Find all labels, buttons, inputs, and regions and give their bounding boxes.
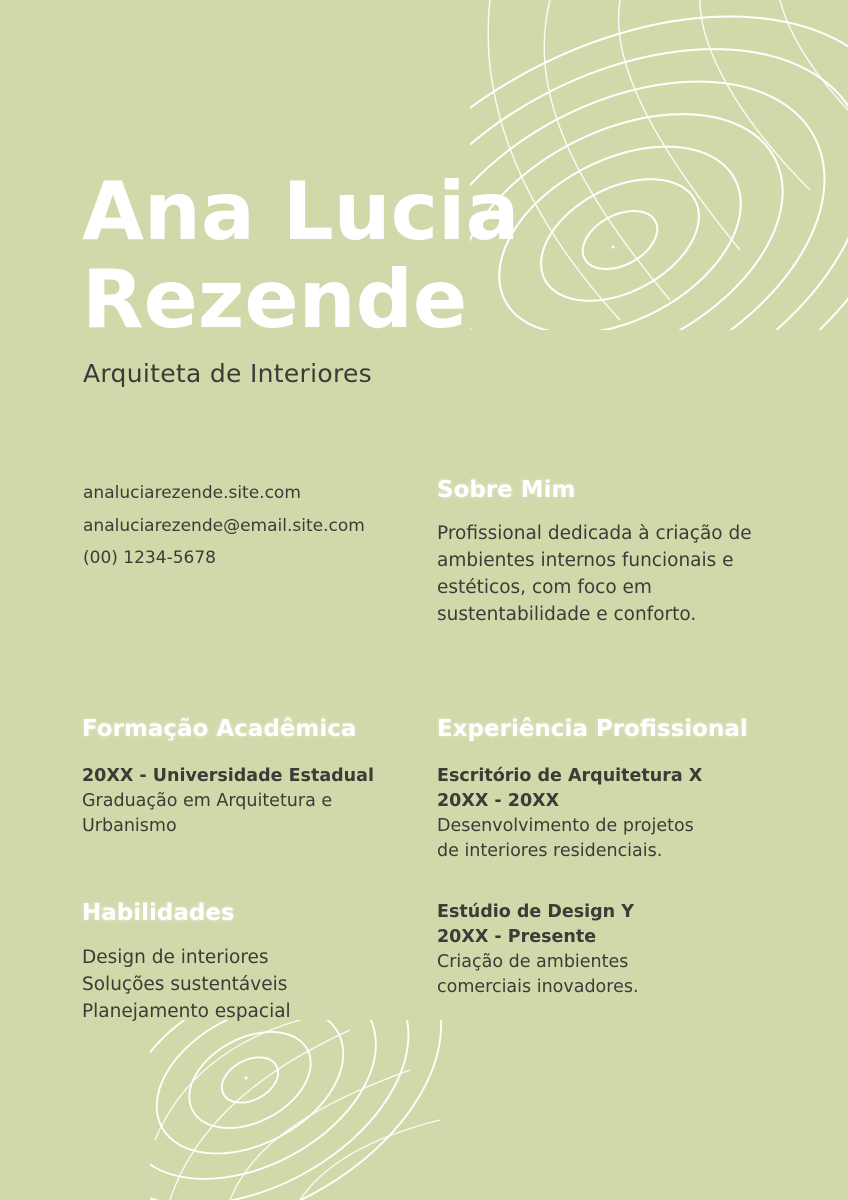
education-entry-line: Urbanismo xyxy=(82,816,177,836)
phone-number: (00) 1234-5678 xyxy=(83,548,216,568)
education-heading: Formação Acadêmica xyxy=(82,716,357,742)
skill-item: Soluções sustentáveis xyxy=(82,974,288,995)
experience-entry xyxy=(437,764,767,864)
email-link[interactable]: analuciarezende@email.site.com xyxy=(83,515,365,536)
skill-item: Planejamento espacial xyxy=(82,1001,291,1022)
full-name xyxy=(82,165,520,346)
job-title: Arquiteta de Interiores xyxy=(83,359,373,388)
education-entry-line: Graduação em Arquitetura e xyxy=(82,791,333,811)
experience-description: comerciais inovadores. xyxy=(437,977,639,997)
experience-period: 20XX - Presente xyxy=(437,927,597,947)
first-name: Ana Lucia xyxy=(82,165,520,258)
contact-info xyxy=(83,477,365,575)
experience-period: 20XX - 20XX xyxy=(437,791,560,811)
skills-heading: Habilidades xyxy=(82,900,235,926)
wireframe-sphere-bottom xyxy=(150,1020,450,1200)
wireframe-sphere-top xyxy=(470,0,848,330)
experience-company: Escritório de Arquitetura X xyxy=(437,766,703,786)
about-heading: Sobre Mim xyxy=(437,477,576,503)
website-link[interactable]: analuciarezende.site.com xyxy=(83,483,301,503)
skills-list xyxy=(82,944,291,1025)
last-name: Rezende xyxy=(82,253,468,346)
experience-description: Desenvolvimento de projetos xyxy=(437,816,694,836)
experience-company: Estúdio de Design Y xyxy=(437,902,634,922)
education-entry xyxy=(82,764,402,839)
about-text: Profissional dedicada à criação de ambientes internos funcionais e estéticos, com foco em sustentabilidade e conforto. xyxy=(437,523,752,625)
experience-description: de interiores residenciais. xyxy=(437,841,663,861)
skill-item: Design de interiores xyxy=(82,947,269,968)
education-entry-heading: 20XX - Universidade Estadual xyxy=(82,766,374,786)
experience-heading: Experiência Profissional xyxy=(437,716,748,742)
experience-description: Criação de ambientes xyxy=(437,952,629,972)
experience-entry xyxy=(437,900,767,1000)
